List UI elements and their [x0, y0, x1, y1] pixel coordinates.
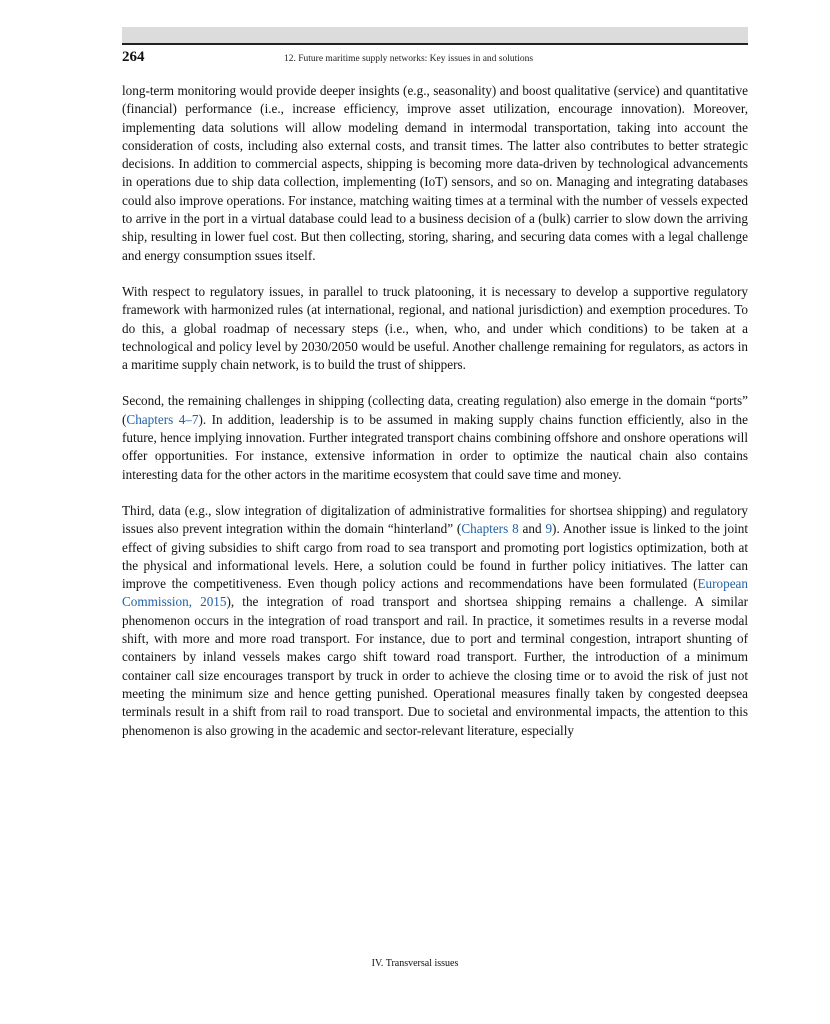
paragraph-text: ). Another issue is linked to the joint effect of giving subsidies to shift cargo from road to sea transport and promoting port logistics optimization, both at the physical and informational levels. Here, a solution could be found in further policy initiatives. The latter can improve the competitiveness. Even though policy actions and recommendations have been formulated (: [122, 521, 748, 592]
header-rule: [122, 43, 748, 45]
paragraph-2: [122, 283, 748, 374]
body-text: [122, 82, 748, 758]
footer-part-label: IV. Transversal issues: [371, 958, 459, 969]
paragraph-text: With respect to regulatory issues, in parallel to truck platooning, it is necessary to develop a supportive regulatory framework with harmonized rules (at international, regional, and national jurisdiction) and exemption procedures. To do this, a global roadmap of necessary steps (i.e., when, who, and under which conditions) to be taken at a technological and policy level by 2030/2050 would be useful. Another challenge remaining for regulators, as actors in a maritime supply chain network, is to build the trust of shippers.: [122, 283, 748, 373]
chapter-link-8[interactable]: Chapters 8: [461, 521, 519, 537]
paragraph-text: ), the integration of road transport and shortsea shipping remains a challenge. A similar phenomenon occurs in the integration of road transport and rail. In practice, it sometimes results in a reverse modal shift, with more and more road transport. For instance, due to port and terminal congestion, intraport shunting of containers by inland vessels makes cargo shift toward road transport. Further, the introduction of a minimum container call size encourages transport by truck in order to achieve the closing time or to avoid the risk of just not meeting the minimum size and hence getting punished. Operational measures finally taken by congested deepsea terminals result in a shift from rail to road transport. Due to societal and environmental impacts, the attention to this phenomenon is also growing in the academic and sector-relevant literature, especially: [122, 594, 748, 738]
paragraph-text: Third, data (e.g., slow integration of digitalization of administrative formalities for shortsea shipping) and regulatory issues also prevent integration within the domain “hinterland” (: [122, 502, 748, 537]
paragraph-text: and: [518, 521, 546, 537]
paragraph-4: [122, 502, 748, 740]
running-title: 12. Future maritime supply networks: Key issues in and solutions: [284, 54, 534, 64]
paragraph-text: long-term monitoring would provide deeper insights (e.g., seasonality) and boost qualitative (service) and quantitative (financial) performance (i.e., increase efficiency, improve asset utilization, encourage innovation). Moreover, implementing data solutions will allow modeling demand in intermodal transportation, taking into account the consideration of costs, including also external costs, and transit times. The latter also contributes to better strategic decisions. In addition to commercial aspects, shipping is becoming more data-driven by technological advancements in operations due to ship data collection, implementing (IoT) sensors, and so on. Managing and integrating databases could also improve operations. For instance, matching waiting times at a terminal with the number of vessels expected to arrive in the port in a virtual database could lead to a business decision of a (bulk) carrier to slow down the arriving ship, resulting in lower fuel cost. But then collecting, storing, sharing, and securing data comes with a legal challenge and energy consumption ssues itself.: [122, 83, 748, 263]
paragraph-text: ). In addition, leadership is to be assumed in making supply chains function efficiently, also in the future, hence implying innovation. Further integrated transport chains combining offshore and onshore operations will offer opportunities. For instance, extensive information in order to optimize the nautical chain also contains interesting data for the other actors in the maritime ecosystem that could save time and money.: [122, 411, 748, 482]
citation-link-european-commission[interactable]: European Commission, 2015: [122, 576, 748, 610]
page-number: 264: [122, 49, 145, 65]
header-bar: [122, 27, 748, 43]
chapter-link-9[interactable]: 9: [545, 521, 553, 537]
paragraph-text: Second, the remaining challenges in shipping (collecting data, creating regulation) also emerge in the domain “ports” (: [122, 393, 748, 427]
chapter-link-4-7[interactable]: Chapters 4–7: [126, 411, 199, 427]
paragraph-1: [122, 82, 748, 265]
paragraph-3: [122, 392, 748, 483]
